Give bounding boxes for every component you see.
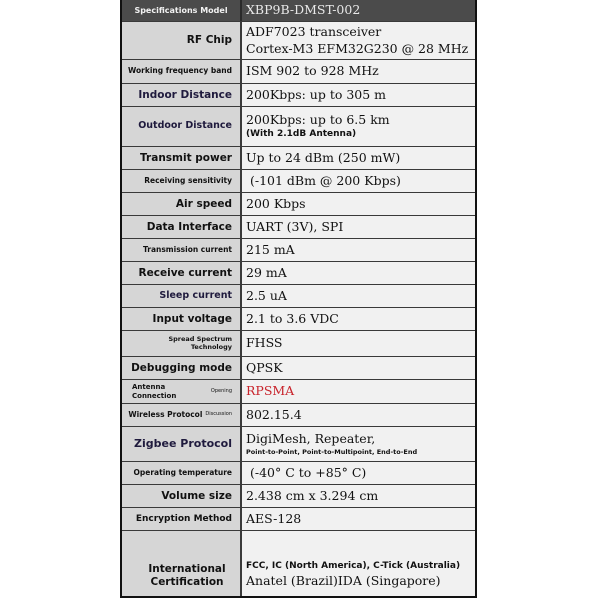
header-row: [122, 0, 475, 22]
row-input-voltage: [122, 308, 475, 331]
row-debugging-mode: [122, 357, 475, 380]
value-transmit-power: Up to 24 dBm (250 mW): [242, 147, 475, 169]
value-input-voltage: 2.1 to 3.6 VDC: [242, 308, 475, 330]
wireless-protocol-label-main: Wireless Protocol: [128, 409, 203, 419]
label-sleep-current: Sleep current: [122, 285, 242, 307]
label-indoor-distance: Indoor Distance: [122, 84, 242, 106]
row-receive-current: [122, 262, 475, 285]
value-indoor-distance: 200Kbps: up to 305 m: [242, 84, 475, 106]
row-data-interface: [122, 216, 475, 239]
label-data-interface: Data Interface: [122, 216, 242, 238]
label-working-frequency: Working frequency band: [122, 60, 242, 83]
row-outdoor-distance: [122, 107, 475, 147]
label-transmission-current: Transmission current: [122, 239, 242, 261]
zigbee-protocol-note: Point-to-Point, Point-to-Multipoint, End-to-End: [246, 448, 418, 457]
model-value: XBP9B-DMST-002: [242, 0, 475, 21]
value-zigbee-protocol: [242, 427, 475, 461]
label-input-voltage: Input voltage: [122, 308, 242, 330]
outdoor-distance-text: 200Kbps: up to 6.5 km: [246, 112, 390, 128]
value-receive-current: 29 mA: [242, 262, 475, 284]
label-rf-chip: RF Chip: [122, 22, 242, 59]
label-volume-size: Volume size: [122, 485, 242, 507]
value-debugging-mode: QPSK: [242, 357, 475, 379]
label-zigbee-protocol: Zigbee Protocol: [122, 427, 242, 461]
value-spread-spectrum: FHSS: [242, 331, 475, 356]
antenna-label-main: Antenna Connection: [132, 383, 177, 400]
row-sleep-current: [122, 285, 475, 308]
row-transmit-power: [122, 147, 475, 170]
value-encryption-method: AES-128: [242, 508, 475, 530]
row-zigbee-protocol: [122, 427, 475, 462]
outdoor-distance-note: (With 2.1dB Antenna): [246, 129, 357, 140]
specifications-table: [120, 0, 477, 598]
row-working-frequency: [122, 60, 475, 84]
value-rf-chip: [242, 22, 475, 59]
value-sleep-current: 2.5 uA: [242, 285, 475, 307]
label-outdoor-distance: Outdoor Distance: [122, 107, 242, 146]
row-air-speed: [122, 193, 475, 216]
row-indoor-distance: [122, 84, 475, 107]
value-receiving-sensitivity: (-101 dBm @ 200 Kbps): [242, 170, 475, 192]
label-transmit-power: Transmit power: [122, 147, 242, 169]
value-outdoor-distance: [242, 107, 475, 146]
label-operating-temperature: Operating temperature: [122, 462, 242, 484]
label-air-speed: Air speed: [122, 193, 242, 215]
header-label: Specifications Model: [122, 0, 242, 21]
row-encryption-method: [122, 508, 475, 531]
value-antenna-connection: RPSMA: [242, 380, 475, 403]
value-operating-temperature: (-40° C to +85° C): [242, 462, 475, 484]
value-air-speed: 200 Kbps: [242, 193, 475, 215]
label-receive-current: Receive current: [122, 262, 242, 284]
certification-note: FCC, IC (North America), C-Tick (Australia): [246, 561, 461, 572]
label-receiving-sensitivity: Receiving sensitivity: [122, 170, 242, 192]
label-antenna-connection: [122, 380, 242, 403]
row-rf-chip: [122, 22, 475, 60]
row-transmission-current: [122, 239, 475, 262]
row-receiving-sensitivity: [122, 170, 475, 193]
rf-chip-line-2: Cortex-M3 EFM32G230 @ 28 MHz: [246, 40, 469, 56]
label-spread-spectrum: Spread Spectrum Technology: [122, 331, 242, 356]
value-wireless-protocol: 802.15.4: [242, 404, 475, 426]
row-spread-spectrum: [122, 331, 475, 357]
antenna-label-group: [122, 383, 232, 400]
certification-text: Anatel (Brazil)IDA (Singapore): [246, 572, 441, 588]
row-international-certification: [122, 531, 475, 596]
row-volume-size: [122, 485, 475, 508]
antenna-label-extra: Opening: [210, 387, 232, 394]
value-transmission-current: 215 mA: [242, 239, 475, 261]
row-wireless-protocol: [122, 404, 475, 427]
value-volume-size: 2.438 cm x 3.294 cm: [242, 485, 475, 507]
label-debugging-mode: Debugging mode: [122, 357, 242, 379]
zigbee-protocol-text: DigiMesh, Repeater,: [246, 431, 376, 447]
label-encryption-method: Encryption Method: [122, 508, 242, 530]
value-working-frequency: ISM 902 to 928 MHz: [242, 60, 475, 83]
label-wireless-protocol: [122, 404, 242, 426]
value-international-certification: [242, 531, 475, 596]
row-operating-temperature: [122, 462, 475, 485]
wireless-protocol-label-extra: Discussion: [205, 411, 232, 418]
value-data-interface: UART (3V), SPI: [242, 216, 475, 238]
rf-chip-line-1: ADF7023 transceiver: [246, 23, 382, 39]
row-antenna-connection: [122, 380, 475, 404]
label-international-certification: International Certification: [122, 531, 242, 596]
